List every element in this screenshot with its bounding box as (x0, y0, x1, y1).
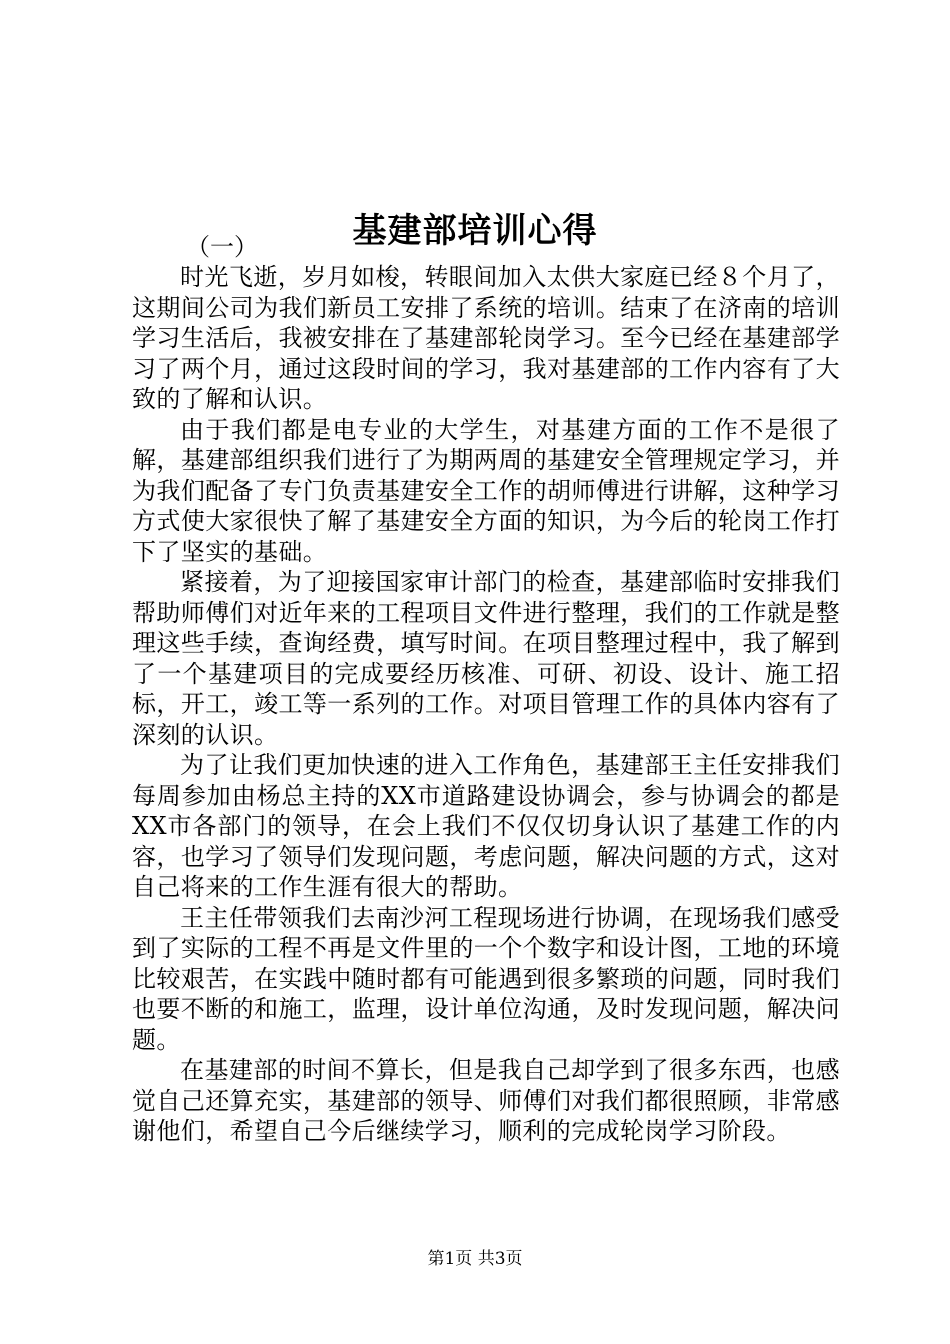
body-text (132, 262, 840, 1147)
paragraph-6: 在基建部的时间不算长，但是我自己却学到了很多东西，也感觉自己还算充实，基建部的领导、师傅们对我们都很照顾，非常感谢他们，希望自己今后继续学习，顺利的完成轮岗学习阶段。 (132, 1056, 840, 1145)
paragraph-1: 时光飞逝，岁月如梭，转眼间加入太供大家庭已经８个月了，这期间公司为我们新员工安排了系统的培训。结束了在济南的培训学习生活后，我被安排在了基建部轮岗学习。至今已经在基建部学习了两个月，通过这段时间的学习，我对基建部的工作内容有了大致的了解和认识。 (132, 263, 840, 413)
page-footer: 第1页 共3页 (427, 1249, 523, 1269)
paragraph-5: 王主任带领我们去南沙河工程现场进行协调，在现场我们感受到了实际的工程不再是文件里的一个个数字和设计图，工地的环境比较艰苦，在实践中随时都有可能遇到很多繁琐的问题，同时我们也要不断的和施工，监理，设计单位沟通，及时发现问题，解决问题。 (132, 903, 840, 1054)
document-title: 基建部培训心得 (352, 210, 598, 251)
paragraph-4: 为了让我们更加快速的进入工作角色，基建部王主任安排我们每周参加由杨总主持的XX市道路建设协调会，参与协调会的都是XX市各部门的领导，在会上我们不仅仅切身认识了基建工作的内容，也学习了领导们发现问题，考虑问题，解决问题的方式，这对自己将来的工作生涯有很大的帮助。 (132, 751, 840, 901)
paragraph-3: 紧接着，为了迎接国家审计部门的检查，基建部临时安排我们帮助师傅们对近年来的工程项目文件进行整理，我们的工作就是整理这些手续，查询经费，填写时间。在项目整理过程中，我了解到了一个基建项目的完成要经历核准、可研、初设、设计、施工招标，开工，竣工等一系列的工作。对项目管理工作的具体内容有了深刻的认识。 (132, 568, 840, 749)
paragraph-2: 由于我们都是电专业的大学生，对基建方面的工作不是很了解，基建部组织我们进行了为期两周的基建安全管理规定学习，并为我们配备了专门负责基建安全工作的胡师傅进行讲解，这种学习方式使大家很快了解了基建安全方面的知识，为今后的轮岗工作打下了坚实的基础。 (132, 415, 840, 566)
section-label: （一） (186, 233, 258, 261)
